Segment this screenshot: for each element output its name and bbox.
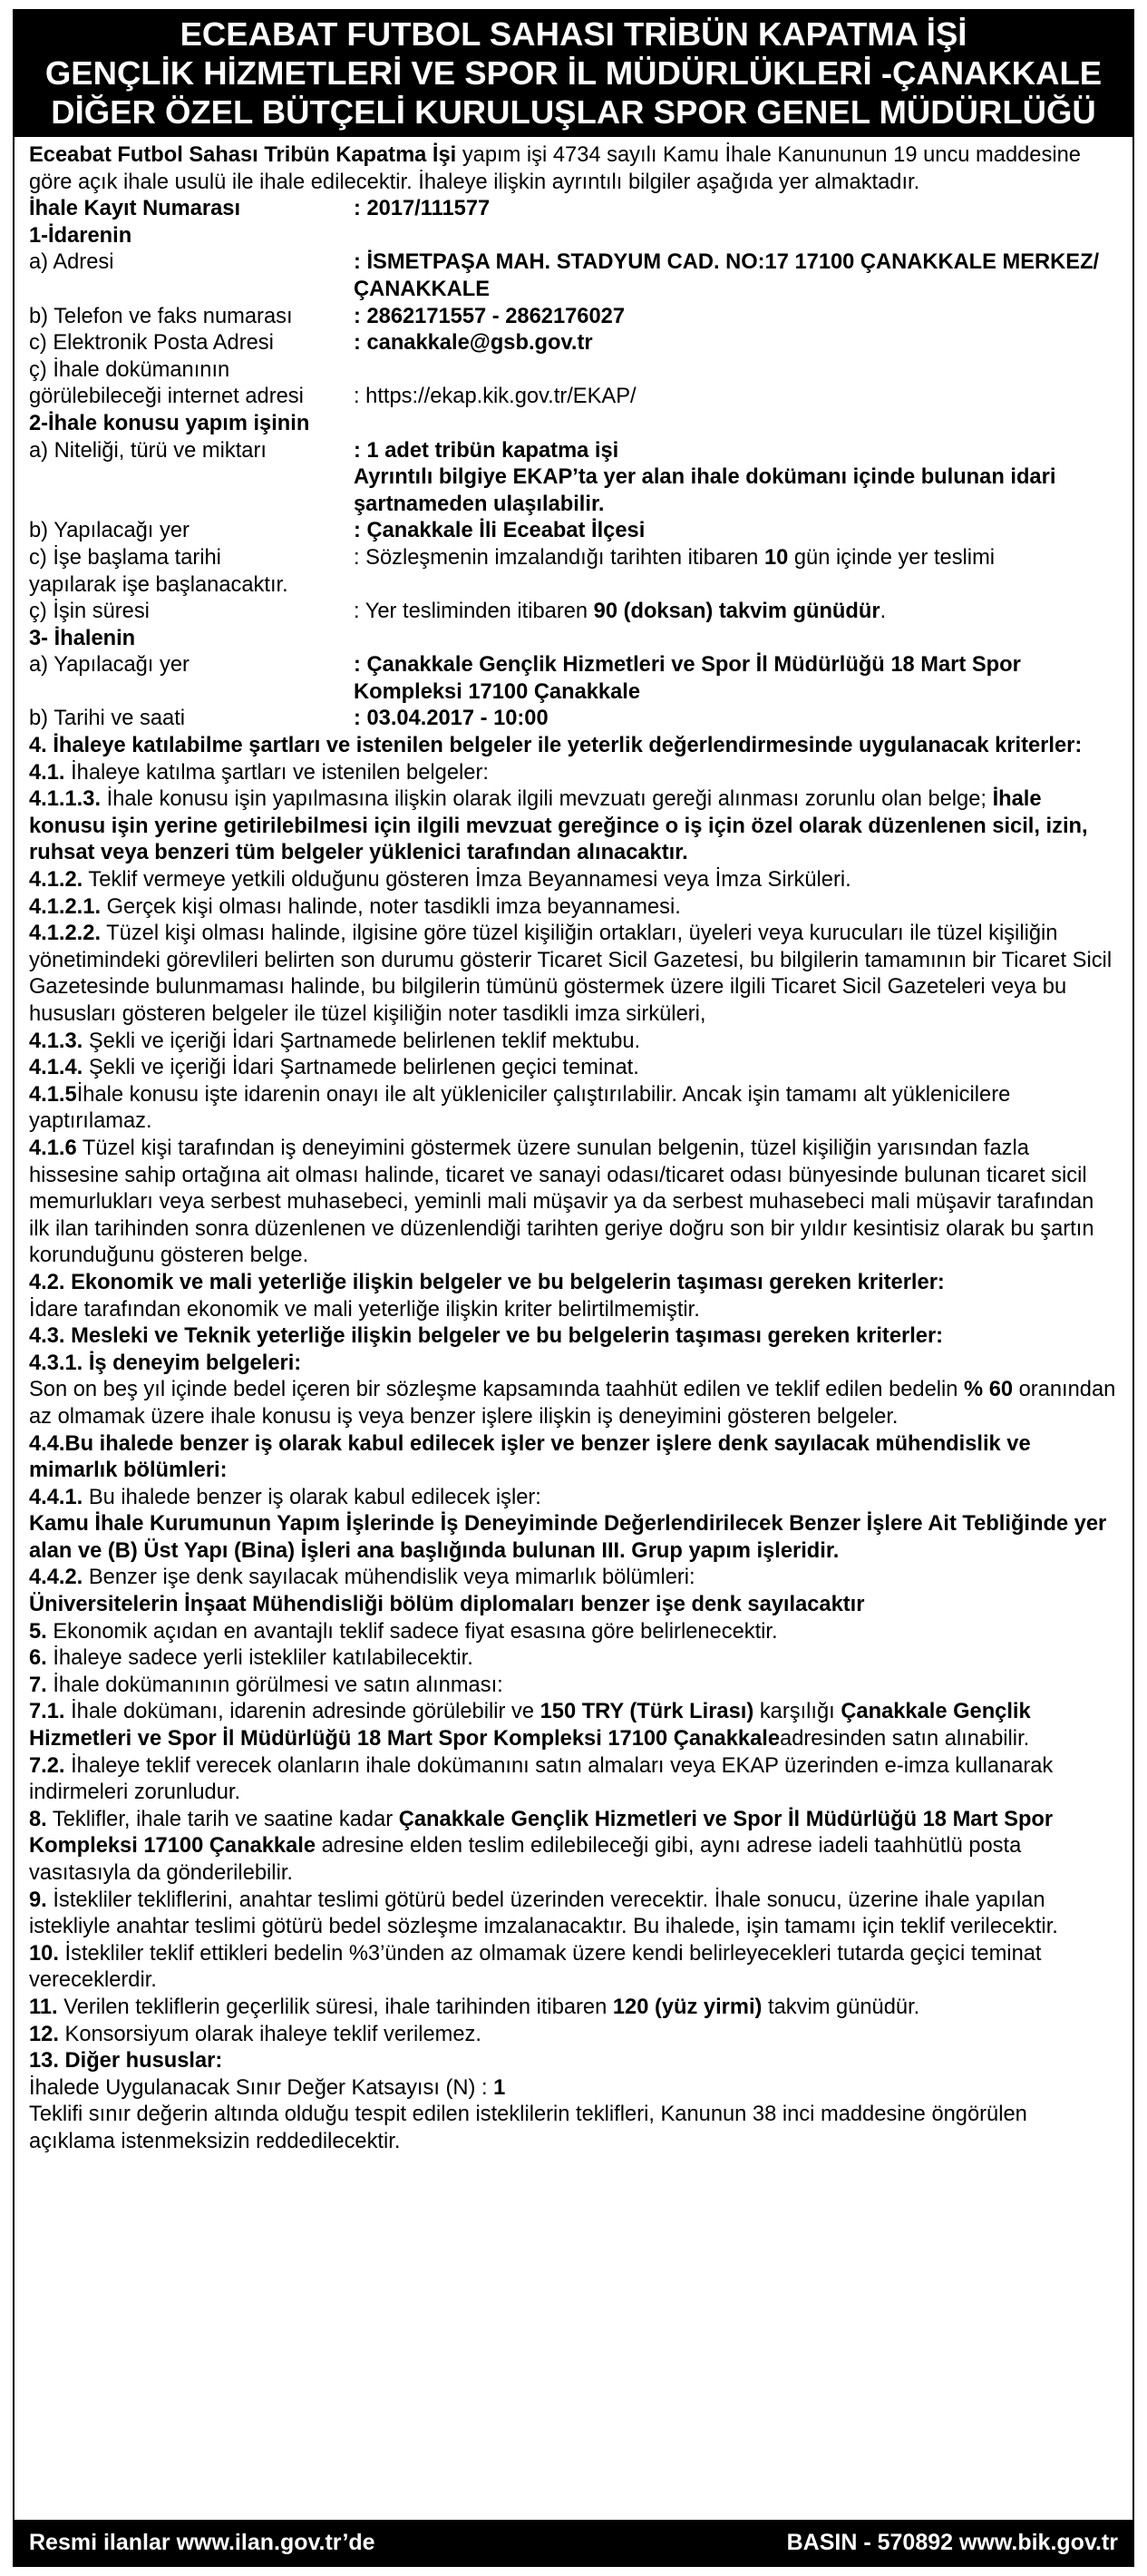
work-start-label-2: yapılarak işe başlanacaktır. [29, 572, 288, 597]
tender-place-value: : Çanakkale Gençlik Hizmetleri ve Spor İl Müdürlüğü 18 Mart Spor Kompleksi 17100 Çanakkale [354, 653, 1021, 704]
work-duration-post: . [880, 600, 887, 624]
clause-11-pre: Verilen tekliflerin geçerlilik süresi, ihale tarihinden itibaren [57, 1995, 613, 2019]
work-start-num: 10 [763, 545, 789, 570]
clause-12-text: Konsorsiyum olarak ihaleye teklif verilemez. [58, 2022, 481, 2046]
clause-4-4-1 [29, 1485, 1118, 1512]
work-duration-label: ç) İşin süresi [29, 600, 150, 624]
clause-4-1-2-1-text: Gerçek kişi olması halinde, noter tasdikli imza beyannamesi. [101, 894, 681, 919]
clause-4-4-2-bold-text: Üniversitelerin İnşaat Mühendisliği bölüm diplomaları benzer işe denk sayılacaktır [29, 1593, 865, 1617]
clause-4-1-5 [29, 1082, 1118, 1136]
clause-4-1-3-text: Şekli ve içeriği İdari Şartnamede belirlenen teklif mektubu. [83, 1029, 641, 1053]
clause-7-1-place: Çanakkale Gençlik Hizmetleri ve Spor İl Müdürlüğü 18 Mart Spor Kompleksi 17100 Çanakkale [29, 1700, 1031, 1751]
clause-7 [29, 1673, 1118, 1700]
clause-4-2-title [29, 1270, 1118, 1297]
clause-4-1-num: 4.1. [29, 760, 65, 785]
clause-4-1-2-1 [29, 894, 1118, 922]
section-4-title [29, 733, 1118, 760]
work-duration-row [29, 599, 1118, 626]
clause-4-1-2-num: 4.1.2. [29, 868, 83, 893]
clause-4-3-title [29, 1323, 1118, 1351]
footer-right-text: BASIN - 570892 www.bik.gov.tr [786, 2529, 1118, 2555]
clause-4-4-2-num: 4.4.2. [29, 1566, 83, 1590]
clause-7-1-num: 7.1. [29, 1700, 65, 1724]
header-title-line-2: GENÇLİK HİZMETLERİ VE SPOR İL MÜDÜRLÜKLERİ -ÇANAKKALE [44, 54, 1103, 92]
clause-5-text: Ekonomik açıdan en avantajlı teklif sadece fiyat esasına göre belirlenecektir. [46, 1619, 778, 1644]
work-start-pre: : Sözleşmenin imzalandığı tarihten itibaren [354, 545, 764, 570]
clause-4-1-6-text: Tüzel kişi tarafından iş deneyimini göstermek üzere sunulan belgenin, tüzel kişiliğin yarısından fazla hissesine sahip ortağına ait olması halinde, ticaret ve sanayi odası/ticaret odası bünyesinde bulunan ticaret sicil memurlukları veya serbest muhasebeci, yeminli mali müşavir ya da serbest muhasebeci mali müşavir tarafından ilk ilan tarihinden sonra düzenlenen ve düzenlendiği tarihten geriye doğru son bir yıldır kesintisiz olarak bu şartın korunduğunu gösteren belge. [29, 1136, 1094, 1268]
idare-phone-label: b) Telefon ve faks numarası [29, 304, 293, 328]
clause-5 [29, 1619, 1118, 1646]
idare-web-value: : https://ekap.kik.gov.tr/EKAP/ [354, 385, 637, 409]
idare-doc-label-1: ç) İhale dokümanının [29, 357, 230, 382]
clause-7-1-pre: İhale dokümanı, idarenin adresinde görülebilir ve [64, 1700, 540, 1724]
clause-4-4-2-text: Benzer işe denk sayılacak mühendislik veya mimarlık bölümleri: [83, 1566, 695, 1590]
clause-10-text: İstekliler teklif ettikleri bedelin %3’ünden az olmamak üzere kendi belirleyecekleri tutarda geçici teminat vereceklerdir. [29, 1941, 1042, 1993]
clause-7-num: 7. [29, 1673, 47, 1697]
idare-address-row [29, 249, 1118, 303]
clause-12 [29, 2022, 1118, 2049]
idare-email-value: : canakkale@gsb.gov.tr [354, 331, 593, 356]
clause-4-1-4-num: 4.1.4. [29, 1056, 83, 1080]
work-place-row [29, 518, 1118, 545]
clause-4-1-3-num: 4.1.3. [29, 1029, 83, 1053]
work-duration-pre: : Yer tesliminden itibaren [354, 600, 594, 624]
clause-4-4-2-bold [29, 1592, 1118, 1619]
clause-4-3-1-post: oranından az olmamak üzere ihale konusu iş veya benzer işlere ilişkin iş deneyimini gösteren belgeler. [29, 1378, 1116, 1429]
tender-place-label: a) Yapılacağı yer [29, 653, 190, 678]
clause-6-num: 6. [29, 1646, 47, 1671]
footer-left-link[interactable]: Resmi ilanlar www.ilan.gov.tr’de [29, 2529, 375, 2555]
intro-paragraph [29, 142, 1118, 196]
clause-4-1-5-text: İhale konusu işte idarenin onayı ile alt yükleniciler çalıştırılabilir. Ancak işin tamamı alt yüklenicilere yaptırılamaz. [29, 1082, 1011, 1134]
section-2-title [29, 411, 1118, 438]
clause-9-text: İstekliler tekliflerini, anahtar teslimi götürü bedel üzerinden verecektir. İhale sonucu, üzerine ihale yapılan istekliyle anahtar teslimi götürü bedel sözleşme imzalanacaktır. Bu ihalede, işin tamamı için teklif verilecektir. [29, 1888, 1058, 1939]
clause-9-num: 9. [29, 1888, 47, 1912]
clause-4-1-3 [29, 1029, 1118, 1056]
clause-4-4-1-bold [29, 1511, 1118, 1565]
clause-4-1-2-text: Teklif vermeye yetkili olduğunu gösteren İmza Beyannamesi veya İmza Sirküleri. [83, 868, 851, 893]
clause-11 [29, 1995, 1118, 2022]
clause-7-1 [29, 1699, 1118, 1752]
clause-4-1 [29, 760, 1118, 787]
clause-4-3-1-title [29, 1351, 1118, 1378]
intro-text: yapım işi 4734 sayılı Kamu İhale Kanununun 19 uncu maddesine göre açık ihale usulü ile ihale edilecektir. İhaleye ilişkin ayrıntılı bilgiler aşağıda yer almaktadır. [29, 143, 1081, 194]
idare-web-row [29, 384, 1118, 411]
clause-5-num: 5. [29, 1619, 47, 1644]
kayit-value: : 2017/111577 [354, 197, 491, 221]
clause-11-bold: 120 (yüz yirmi) [612, 1995, 763, 2019]
work-start-row [29, 545, 1118, 572]
work-nature-detail: Ayrıntılı bilgiye EKAP’ta yer alan ihale dokümanı içinde bulunan idari şartnameden ulaşılabilir. [354, 465, 1056, 516]
section-4-title-text: 4. İhaleye katılabilme şartları ve istenilen belgeler ile yeterlik değerlendirmesinde uygulanacak kriterler: [29, 734, 1083, 758]
idare-web-label: görülebileceği internet adresi [29, 385, 304, 409]
clause-4-1-6-num: 4.1.6 [29, 1136, 77, 1160]
clause-4-1-1-3-text: İhale konusu işin yapılmasına ilişkin olarak ilgili mevzuatı gereği alınması zorunlu olan belge; [101, 787, 987, 812]
clause-4-3-1-text [29, 1377, 1118, 1430]
idare-email-row [29, 330, 1118, 357]
clause-8-num: 8. [29, 1807, 47, 1831]
clause-4-3-1-pre: Son on beş yıl içinde bedel içeren bir sözleşme kapsamında taahhüt edilen ve teklif edilen bedelin [29, 1378, 965, 1402]
clause-4-3-1-bold: % 60 [964, 1378, 1014, 1402]
work-start-post: gün içinde yer teslimi [788, 545, 996, 570]
clause-4-4-1-bold-text: Kamu İhale Kurumunun Yapım İşlerinde İş Deneyiminde Değerlendirilecek Benzer İşlere Ait Tebliğinde yer alan ve (B) Üst Yapı (Bina) İşleri ana başlığında bulunan III. Grup yapım işleridir. [29, 1512, 1107, 1563]
intro-bold: Eceabat Futbol Sahası Tribün Kapatma İşi [29, 143, 457, 167]
clause-10 [29, 1941, 1118, 1995]
announcement-body [15, 137, 1132, 2156]
clause-4-3-title-text: 4.3. Mesleki ve Teknik yeterliğe ilişkin belgeler ve bu belgelerin taşıması gereken kriterler: [29, 1324, 944, 1349]
clause-4-1-2 [29, 867, 1118, 894]
clause-4-1-5-num: 4.1.5 [29, 1082, 77, 1107]
section-3-title-text: 3- İhalenin [29, 626, 136, 650]
section-1-title-text: 1-İdarenin [29, 223, 132, 248]
clause-4-1-4-text: Şekli ve içeriği İdari Şartnamede belirlenen geçici teminat. [83, 1056, 639, 1080]
clause-4-1-1-3 [29, 786, 1118, 867]
idare-address-value: : İSMETPAŞA MAH. STADYUM CAD. NO:17 17100 ÇANAKKALE MERKEZ/ÇANAKKALE [354, 250, 1100, 301]
section-1-title [29, 223, 1118, 250]
clause-8-bold: Çanakkale Gençlik Hizmetleri ve Spor İl Müdürlüğü 18 Mart Spor Kompleksi 17100 Çanakkale [29, 1807, 1054, 1859]
kayit-label: İhale Kayıt Numarası [29, 197, 241, 221]
clause-4-1-6 [29, 1136, 1118, 1270]
header-title-line-3: DİĞER ÖZEL BÜTÇELİ KURULUŞLAR SPOR GENEL MÜDÜRLÜĞÜ [51, 93, 1096, 131]
clause-4-1-2-2-num: 4.1.2.2. [29, 922, 102, 946]
announcement-footer [15, 2520, 1132, 2565]
clause-8 [29, 1807, 1118, 1888]
idare-phone-value: : 2862171557 - 2862176027 [354, 304, 625, 328]
clause-9 [29, 1888, 1118, 1941]
clause-12-num: 12. [29, 2022, 59, 2046]
section-3-title [29, 626, 1118, 653]
clause-4-1-text: İhaleye katılma şartları ve istenilen belgeler: [64, 760, 489, 785]
announcement-header [15, 11, 1132, 137]
clause-7-1-post: adresinden satın alınabilir. [780, 1727, 1030, 1751]
clause-8-pre: Teklifler, ihale tarih ve saatine kadar [46, 1807, 399, 1831]
clause-7-2-text: İhaleye teklif verecek olanların ihale dokümanını satın almaları veya EKAP üzerinden e-imza kullanarak indirmeleri zorunludur. [29, 1753, 1054, 1805]
clause-13-coefficient [29, 2075, 1118, 2103]
clause-13-title-text: 13. Diğer hususlar: [29, 2049, 223, 2073]
clause-4-1-2-2-text: Tüzel kişi olması halinde, ilgisine göre tüzel kişiliğin ortakları, üyeleri veya kurucuları ile tüzel kişiliğin yönetimindeki görevlileri belirten son durumu gösterir Ticaret Sicil Gazetesi, bu bilgilerin tamamının bir Ticaret Sicil Gazetesinde bulunmaması halinde, bu bilgilerin tümünü göstermek üzere ilgili Ticaret Sicil Gazeteleri veya bu hususları gösteren belgeler ile tüzel kişiliğin noter tasdikli imza sirküleri, [29, 922, 1113, 1026]
clause-4-1-2-2 [29, 921, 1118, 1028]
clause-11-num: 11. [29, 1995, 58, 2019]
idare-phone-row [29, 304, 1118, 331]
clause-7-2 [29, 1753, 1118, 1807]
clause-4-1-1-3-bold: İhale konusu işin yerine getirilebilmesi için ilgili mevzuat gereğince o iş için özel olarak düzenlenen sicil, izin, ruhsat veya benzeri tüm belgeler yüklenici tarafından alınacaktır. [29, 787, 1088, 865]
tender-date-label: b) Tarihi ve saati [29, 707, 186, 731]
clause-4-4-title [29, 1431, 1118, 1485]
clause-13-title [29, 2048, 1118, 2075]
tender-date-row [29, 706, 1118, 733]
clause-8-post: adresine elden teslim edilebileceği gibi, aynı adrese iadeli taahhütlü posta vasıtasıyla da gönderilebilir. [29, 1834, 1022, 1885]
clause-13-pre: İhalede Uygulanacak Sınır Değer Katsayısı (N) : [29, 2075, 494, 2100]
clause-4-4-title-text: 4.4.Bu ihalede benzer iş olarak kabul edilecek işler ve benzer işlere denk sayılacak mühendislik ve mimarlık bölümleri: [29, 1431, 1031, 1483]
clause-4-1-2-1-num: 4.1.2.1. [29, 894, 102, 919]
clause-6-text: İhaleye sadece yerli istekliler katılabilecektir. [46, 1646, 473, 1671]
clause-4-2-text: İdare tarafından ekonomik ve mali yeterliğe ilişkin kriter belirtilmemiştir. [29, 1297, 700, 1322]
clause-7-1-price: 150 TRY (Türk Lirası) [539, 1700, 754, 1724]
work-place-label: b) Yapılacağı yer [29, 519, 190, 543]
idare-address-label: a) Adresi [29, 250, 114, 275]
clause-4-2-title-text: 4.2. Ekonomik ve mali yeterliğe ilişkin belgeler ve bu belgelerin taşıması gereken kriterler: [29, 1270, 945, 1294]
clause-10-num: 10. [29, 1941, 59, 1966]
header-title-line-1: ECEABAT FUTBOL SAHASI TRİBÜN KAPATMA İŞİ [180, 15, 967, 53]
clause-4-3-1-title-text: 4.3.1. İş deneyim belgeleri: [29, 1351, 302, 1375]
clause-7-text: İhale dokümanının görülmesi ve satın alınması: [46, 1673, 503, 1697]
announcement-frame [13, 9, 1134, 2567]
clause-11-post: takvim günüdür. [762, 1995, 920, 2019]
tender-date-value: : 03.04.2017 - 10:00 [354, 707, 549, 731]
clause-13-text: Teklifi sınır değerin altında olduğu tespit edilen isteklilerin teklifleri, Kanunun 38 inci maddesine öngörülen açıklama istenmeksizin reddedilecektir. [29, 2103, 1027, 2153]
work-start-label: c) İşe başlama tarihi [29, 545, 221, 570]
clause-4-4-1-num: 4.4.1. [29, 1485, 83, 1509]
clause-4-1-4 [29, 1055, 1118, 1082]
clause-4-4-1-text: Bu ihalede benzer iş olarak kabul edilecek işler: [83, 1485, 541, 1509]
tender-place-row [29, 652, 1118, 706]
work-duration-bold: 90 (doksan) takvim günüdür [593, 600, 880, 624]
work-place-value: : Çanakkale İli Eceabat İlçesi [354, 519, 646, 543]
clause-4-4-2 [29, 1565, 1118, 1592]
clause-6 [29, 1645, 1118, 1673]
clause-7-1-mid: karşılığı [753, 1700, 841, 1724]
kayit-row [29, 196, 1118, 223]
work-nature-value: : 1 adet tribün kapatma işi [354, 438, 619, 463]
clause-4-1-1-3-num: 4.1.1.3. [29, 787, 102, 812]
clause-7-2-num: 7.2. [29, 1753, 65, 1778]
work-nature-label: a) Niteliği, türü ve miktarı [29, 438, 267, 463]
section-2-title-text: 2-İhale konusu yapım işinin [29, 411, 310, 435]
clause-13-bold: 1 [493, 2075, 506, 2100]
work-nature-row [29, 438, 1118, 519]
idare-email-label: c) Elektronik Posta Adresi [29, 331, 274, 356]
